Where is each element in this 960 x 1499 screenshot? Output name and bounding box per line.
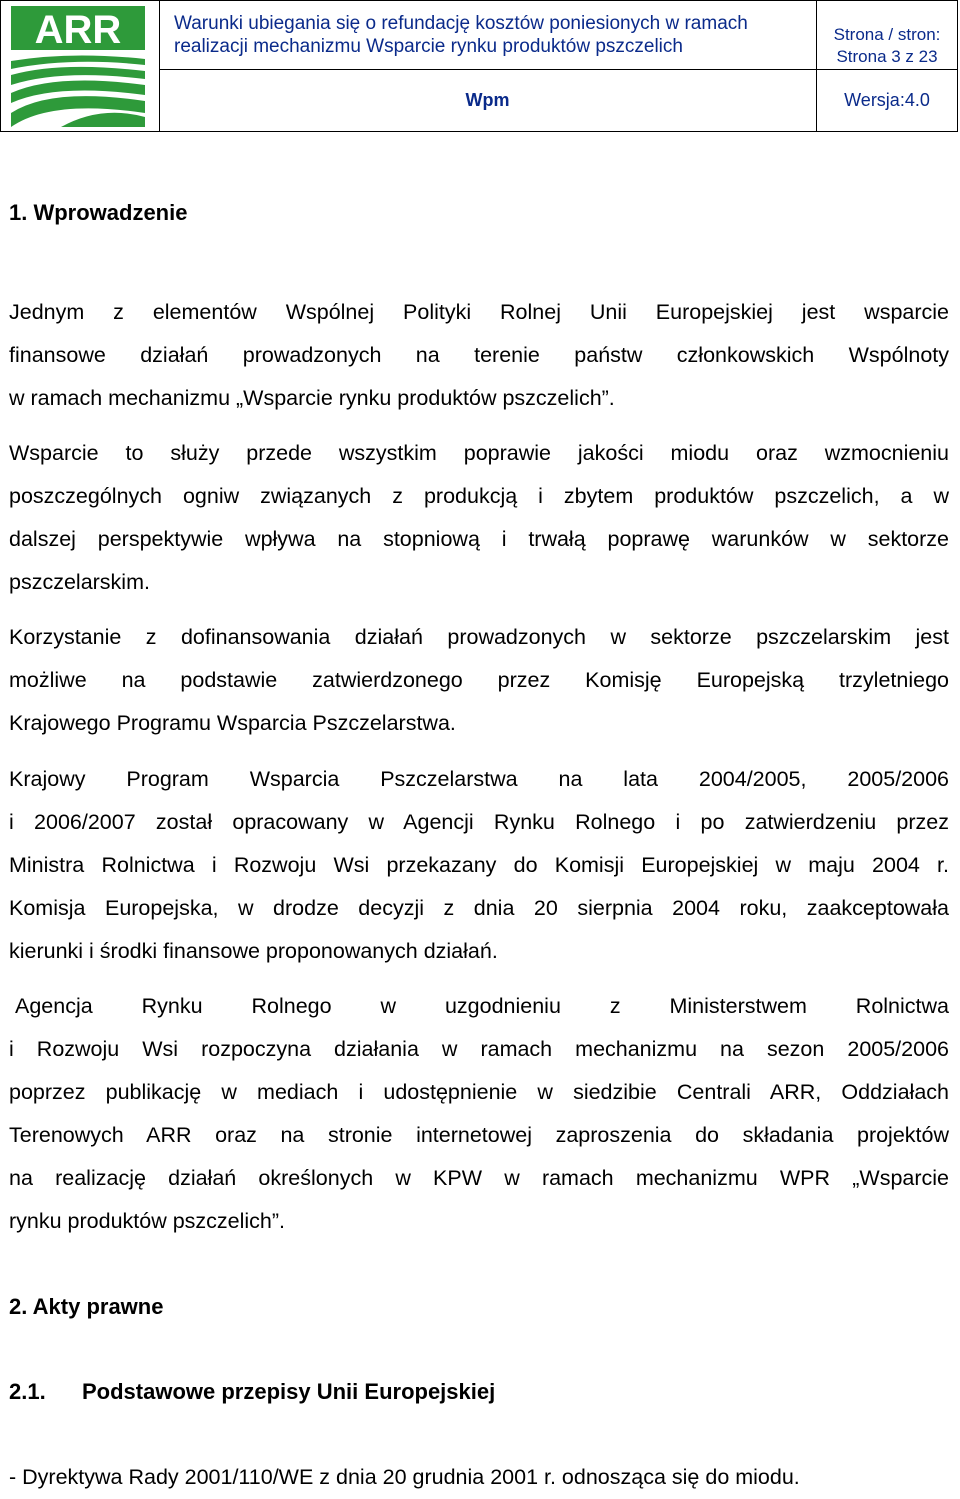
page-number-cell — [817, 1, 957, 70]
paragraph-line: poszczególnych ogniw związanych z produkcją i zbytem produktów pszczelich, a w — [9, 484, 949, 508]
paragraph-line: rynku produktów pszczelich”. — [9, 1209, 286, 1233]
paragraph-line: dalszej perspektywie wpływa na stopniową i trwałą poprawę warunków w sektorze — [9, 527, 949, 551]
document-version: Wersja:4.0 — [844, 90, 930, 110]
section-heading-introduction: 1. Wprowadzenie — [9, 200, 188, 225]
paragraph-line: i Rozwoju Wsi rozpoczyna działania w ramach mechanizmu na sezon 2005/2006 — [9, 1037, 949, 1061]
paragraph-3 — [9, 616, 949, 745]
arr-logo — [1, 1, 160, 131]
arr-logo-icon — [1, 1, 159, 131]
list-item: - Dyrektywa Rady 2001/110/WE z dnia 20 grudnia 2001 r. odnosząca się do miodu. — [9, 1465, 800, 1489]
page-value: Strona 3 z 23 — [836, 47, 938, 66]
logo-text: ARR — [34, 8, 122, 52]
document-header — [0, 0, 958, 132]
paragraph-1 — [9, 291, 949, 420]
page-label: Strona / stron: — [833, 25, 941, 44]
document-title — [159, 1, 817, 70]
subsection-number: 2.1. — [9, 1379, 46, 1404]
paragraph-line: Terenowych ARR oraz na stronie internetowej zaproszenia do składania projektów — [9, 1123, 949, 1147]
paragraph-line: Agencja Rynku Rolnego w uzgodnieniu z Ministerstwem Rolnictwa — [15, 994, 949, 1018]
title-line-2: realizacji mechanizmu Wsparcie rynku produktów pszczelich — [174, 36, 683, 57]
paragraph-line: Korzystanie z dofinansowania działań prowadzonych w sektorze pszczelarskim jest — [9, 625, 949, 649]
paragraph-line: Ministra Rolnictwa i Rozwoju Wsi przekazany do Komisji Europejskiej w maju 2004 r. — [9, 853, 949, 877]
paragraph-4 — [9, 758, 949, 973]
document-code: Wpm — [159, 70, 817, 131]
paragraph-line: poprzez publikację w mediach i udostępnienie w siedzibie Centrali ARR, Oddziałach — [9, 1080, 949, 1104]
paragraph-line: finansowe działań prowadzonych na terenie państw członkowskich Wspólnoty — [9, 343, 949, 367]
subsection-title: Podstawowe przepisy Unii Europejskiej — [82, 1379, 496, 1404]
paragraph-2 — [9, 432, 949, 604]
legal-act-list — [9, 1456, 949, 1499]
paragraph-line: Wsparcie to służy przede wszystkim poprawie jakości miodu oraz wzmocnieniu — [9, 441, 949, 465]
paragraph-line: Krajowego Programu Wsparcia Pszczelarstwa. — [9, 711, 456, 735]
paragraph-line: na realizację działań określonych w KPW w ramach mechanizmu WPR „Wsparcie — [9, 1166, 949, 1190]
paragraph-line: Jednym z elementów Wspólnej Polityki Rolnej Unii Europejskiej jest wsparcie — [9, 300, 949, 324]
paragraph-line: pszczelarskim. — [9, 570, 150, 594]
paragraph-line: Krajowy Program Wsparcia Pszczelarstwa na lata 2004/2005, 2005/2006 — [9, 767, 949, 791]
paragraph-line: i 2006/2007 został opracowany w Agencji Rynku Rolnego i po zatwierdzeniu przez — [9, 810, 949, 834]
title-line-1: Warunki ubiegania się o refundację kosztów poniesionych w ramach — [174, 13, 748, 34]
paragraph-line: kierunki i środki finansowe proponowanych działań. — [9, 939, 498, 963]
paragraph-line: w ramach mechanizmu „Wsparcie rynku produktów pszczelich”. — [9, 386, 615, 410]
subsection-heading-eu-rules — [9, 1379, 496, 1405]
paragraph-5 — [9, 985, 949, 1243]
section-heading-legal-acts: 2. Akty prawne — [9, 1294, 164, 1319]
paragraph-line: Komisja Europejska, w drodze decyzji z dnia 20 sierpnia 2004 roku, zaakceptowała — [9, 896, 949, 920]
paragraph-line: możliwe na podstawie zatwierdzonego przez Komisję Europejską trzyletniego — [9, 668, 949, 692]
